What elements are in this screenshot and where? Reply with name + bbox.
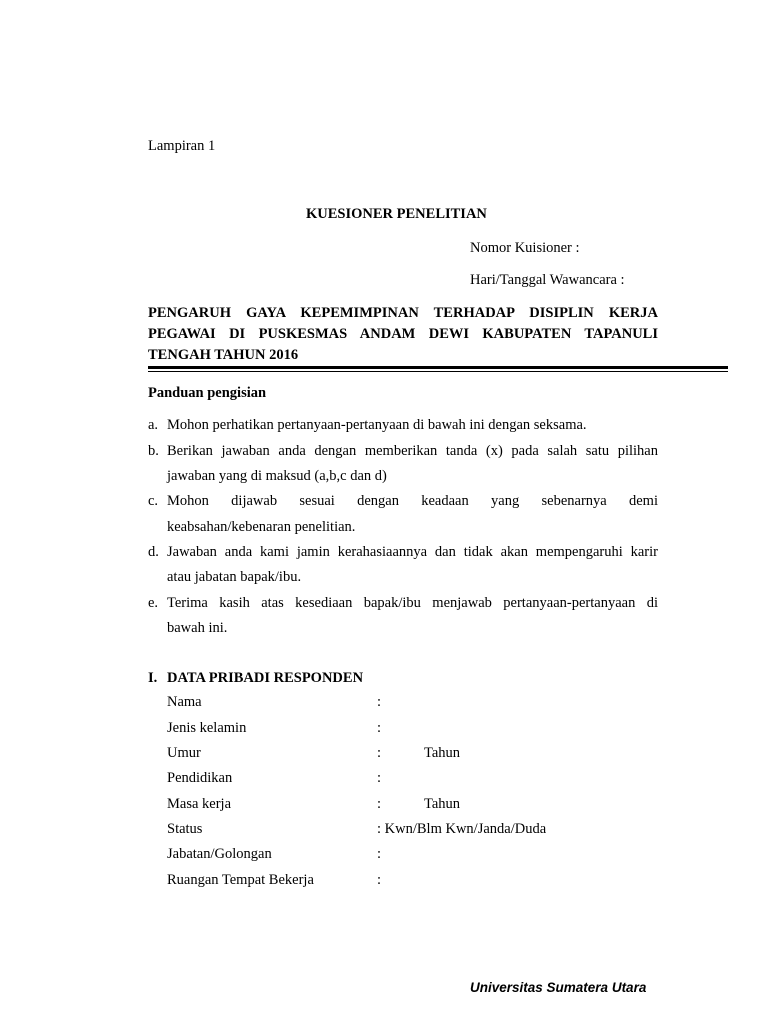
guide-item-letter: c.: [148, 493, 159, 509]
field-label-jabatan-golongan: Jabatan/Golongan: [167, 846, 272, 862]
field-label-nama: Nama: [167, 694, 202, 710]
guide-item-text: bawah ini.: [167, 620, 228, 636]
university-footer: Universitas Sumatera Utara: [470, 980, 647, 995]
guide-item-text: atau jabatan bapak/ibu.: [167, 569, 302, 585]
guide-heading: Panduan pengisian: [148, 385, 267, 401]
field-label-umur: Umur: [167, 745, 201, 761]
field-unit-tahun: Tahun: [424, 796, 461, 812]
questionnaire-number-label: Nomor Kuisioner :: [470, 240, 580, 256]
guide-item-text: Mohon perhatikan pertanyaan-pertanyaan di bawah ini dengan seksama.: [167, 417, 587, 433]
respondent-section-heading: DATA PRIBADI RESPONDEN: [167, 670, 364, 686]
field-label-status: Status: [167, 821, 203, 837]
field-colon: :: [377, 796, 382, 812]
field-colon: :: [377, 694, 382, 710]
research-title-line-3: TENGAH TAHUN 2016: [148, 347, 299, 363]
guide-item-text: Jawaban anda kami jamin kerahasiaannya dan tidak akan mempengaruhi karir: [167, 544, 658, 560]
research-title-line-2: PEGAWAI DI PUSKESMAS ANDAM DEWI KABUPATEN TAPANULI: [148, 326, 658, 342]
field-unit-tahun: Tahun: [424, 745, 461, 761]
field-label-jenis-kelamin: Jenis kelamin: [167, 720, 247, 736]
guide-item-letter: e.: [148, 595, 159, 611]
field-label-pendidikan: Pendidikan: [167, 770, 233, 786]
guide-item-text: keabsahan/kebenaran penelitian.: [167, 519, 356, 535]
appendix-label: Lampiran 1: [148, 138, 216, 154]
field-colon: :: [377, 846, 382, 862]
guide-item-text: jawaban yang di maksud (a,b,c dan d): [167, 468, 387, 484]
guide-item-text: Mohon dijawab sesuai dengan keadaan yang sebenarnya demi: [167, 493, 658, 509]
field-label-masa-kerja: Masa kerja: [167, 796, 232, 812]
section-number: I.: [148, 670, 158, 686]
interview-date-label: Hari/Tanggal Wawancara :: [470, 272, 625, 288]
guide-item-letter: d.: [148, 544, 159, 560]
field-label-ruangan-tempat-bekerja: Ruangan Tempat Bekerja: [167, 872, 314, 888]
title-divider-thin: [148, 371, 728, 372]
research-title-line-1: PENGARUH GAYA KEPEMIMPINAN TERHADAP DISIPLIN KERJA: [148, 305, 658, 321]
field-colon: :: [377, 872, 382, 888]
title-divider-thick: [148, 366, 728, 369]
guide-item-letter: b.: [148, 443, 159, 459]
field-colon: :: [377, 745, 382, 761]
field-colon: :: [377, 770, 382, 786]
questionnaire-title: KUESIONER PENELITIAN: [306, 206, 487, 222]
field-colon: :: [377, 720, 382, 736]
guide-item-letter: a.: [148, 417, 159, 433]
guide-item-text: Berikan jawaban anda dengan memberikan tanda (x) pada salah satu pilihan: [167, 443, 658, 459]
guide-item-text: Terima kasih atas kesediaan bapak/ibu menjawab pertanyaan-pertanyaan di: [167, 595, 658, 611]
field-status-options: : Kwn/Blm Kwn/Janda/Duda: [377, 821, 547, 837]
